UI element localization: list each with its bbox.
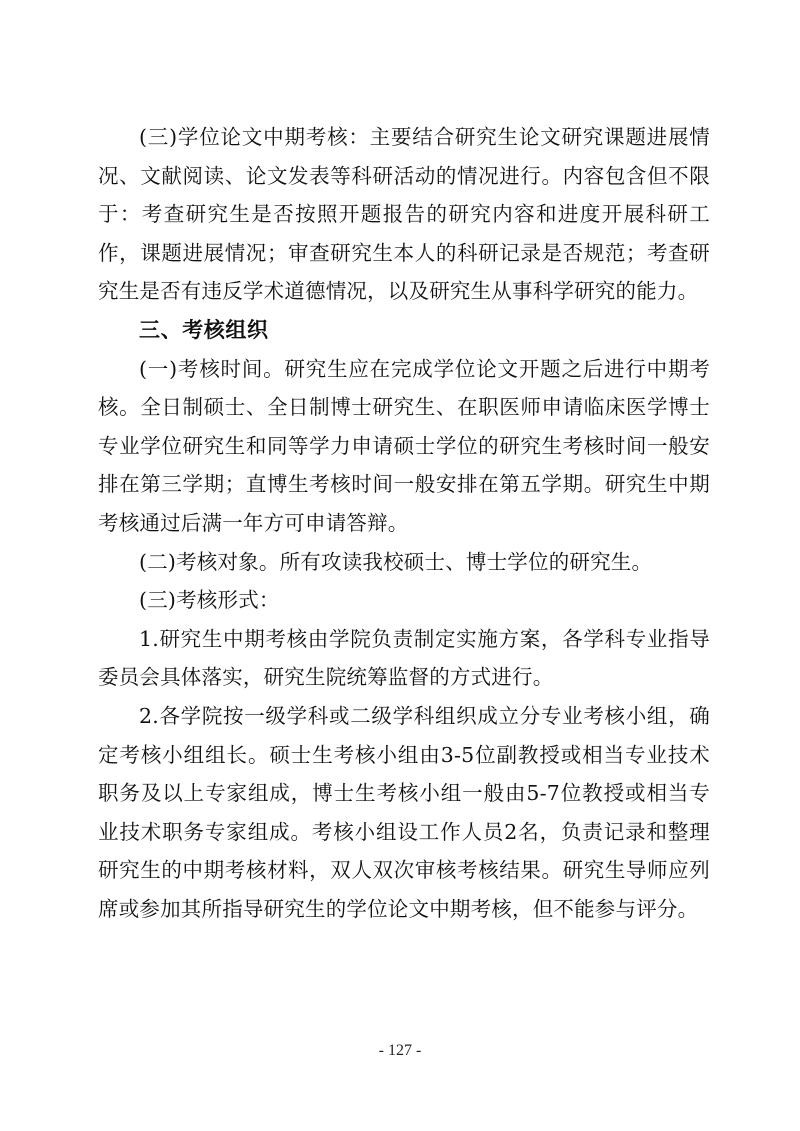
paragraph-form-item-1: 1.研究生中期考核由学院负责制定实施方案，各学科专业指导委员会具体落实，研究生院统筹监督的方式进行。 — [98, 626, 710, 690]
paragraph-assessment-form: (三)考核形式： — [139, 588, 280, 613]
paragraph-form-item-2: 2.各学院按一级学科或二级学科组织成立分专业考核小组，确定考核小组组长。硕士生考核小组由3-5位副教授或相当专业技术职务及以上专家组成，博士生考核小组一般由5-7位教授或相当专业技术职务专家组成。考核小组设工作人员2名，负责记录和整理研究生的中期考核材料，双人双次审核考核结果。研究生导师应列席或参加其所指导研究生的学位论文中期考核，但不能参与评分。 — [98, 703, 710, 921]
paragraph-midterm-assessment: (三)学位论文中期考核：主要结合研究生论文研究课题进展情况、文献阅读、论文发表等科研活动的情况进行。内容包含但不限于：考查研究生是否按照开题报告的研究内容和进度开展科研工作，课题进展情况；审查研究生本人的科研记录是否规范；考查研究生是否有违反学术道德情况，以及研究生从事科学研究的能力。 — [98, 125, 710, 304]
paragraph-assessment-time: (一)考核时间。研究生应在完成学位论文开题之后进行中期考核。全日制硕士、全日制博士研究生、在职医师申请临床医学博士专业学位研究生和同等学力申请硕士学位的研究生考核时间一般安排在第三学期；直博生考核时间一般安排在第五学期。研究生中期考核通过后满一年方可申请答辩。 — [98, 356, 710, 535]
page-number: - 127 - — [378, 1042, 422, 1059]
section-heading: 三、考核组织 — [139, 317, 269, 342]
paragraph-assessment-target: (二)考核对象。所有攻读我校硕士、博士学位的研究生。 — [139, 549, 653, 574]
document-body — [98, 118, 710, 928]
